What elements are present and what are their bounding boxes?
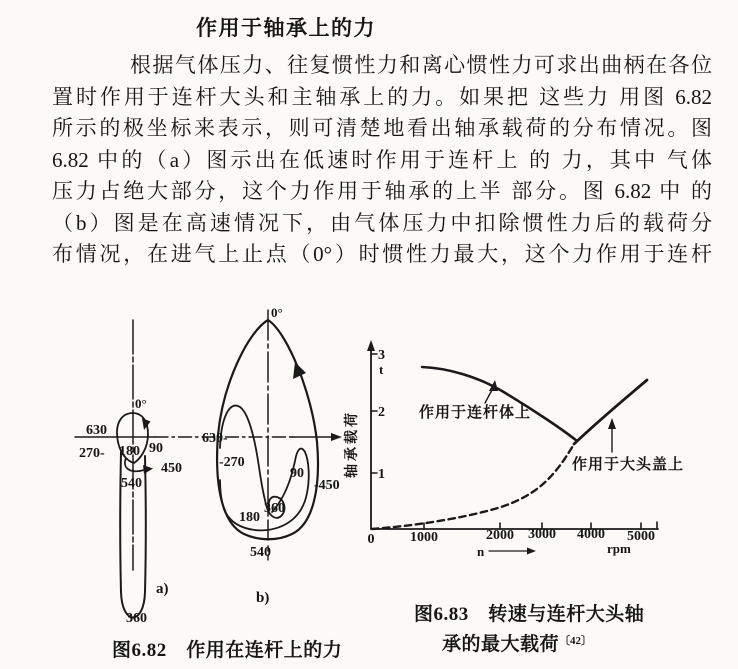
angle-label-450-b: -450 [314, 478, 340, 493]
section-heading: 作用于轴承上的力 [196, 16, 376, 40]
angle-label-90-a: 90 [149, 441, 163, 456]
series-cap-curve-dashed [372, 444, 574, 529]
x-tick-2000: 2000 [486, 528, 514, 543]
x-tick-5000: 5000 [627, 529, 655, 544]
y-tick-2: 2 [378, 405, 385, 420]
x-tick-3000: 3000 [528, 527, 556, 542]
cap-arrowhead-icon [608, 418, 616, 429]
paragraph-line: 压力占绝大部分，这个力作用于轴承的上半 部分。图 6.82 中 的 [52, 179, 712, 203]
angle-label-360-b: 360 [264, 501, 285, 516]
angle-label-630-b: 630- [202, 431, 228, 446]
x-tick-4000: 4000 [577, 527, 605, 542]
angle-label-180-a: 180 [119, 444, 140, 459]
angle-label-270-b: -270 [219, 455, 245, 470]
subfigure-label-b: b) [256, 590, 270, 606]
x-arrow-label: n [477, 544, 485, 559]
x-tick-1000: 1000 [410, 530, 438, 545]
chart-axes [367, 340, 658, 529]
paragraph-line: 6.82 中的（a）图示出在低速时作用于连杆上 的 力，其中 气体 [52, 147, 712, 172]
angle-label-540-a: 540 [121, 476, 142, 491]
figure-682-polar-diagrams [60, 300, 350, 635]
direction-arrow-a-icon [142, 418, 151, 430]
y-tick-1: 1 [378, 467, 385, 482]
paragraph-line: 根据气体压力、往复惯性力和离心惯性力可求出曲柄在各位 [130, 53, 712, 77]
figure-683-caption-line2 [442, 629, 592, 656]
figure-683-caption-text: 承的最大载荷 [442, 634, 560, 655]
x-unit-label: rpm [607, 541, 631, 556]
figure-683-reference-mark: 〔42〕 [559, 635, 593, 647]
angle-label-360-a: 360 [126, 611, 147, 626]
paragraph-line: 布情况，在进气上止点（0°）时惯性力最大，这个力作用于连杆 [52, 242, 712, 266]
series-rod-body-curve [422, 367, 577, 441]
polar-diagram-a [117, 320, 153, 618]
series-cap-curve-solid [574, 380, 647, 444]
figure-682-caption: 图6.82 作用在连杆上的力 [112, 640, 343, 661]
series-rod-body-label: 作用于连杆体上 [419, 405, 532, 421]
paragraph-line: 所示的极坐标来表示，则可清楚地看出轴承载荷的分布情况。图 [52, 116, 712, 140]
y-unit-label: t [379, 362, 384, 377]
series-cap-label: 作用于大头盖上 [572, 457, 685, 473]
figure-683-caption-line1: 图6.83 转速与连杆大头轴 [414, 604, 645, 625]
angle-label-450-a: 450 [161, 461, 182, 476]
paragraph-line: （b）图是在高速情况下，由气体压力中扣除惯性力后的载荷分 [52, 210, 712, 235]
y-axis-label: 轴承载荷 [345, 410, 360, 478]
direction-arrow-b-icon [293, 362, 306, 379]
angle-label-90-b: 90 [290, 466, 304, 481]
paragraph-line: 置时作用于连杆大头和主轴承上的力。如果把 这些力 用图 6.82 [52, 84, 712, 109]
angle-label-630-a: 630 [86, 423, 107, 438]
angle-label-0-a: 0° [135, 396, 147, 411]
x-tick-0: 0 [367, 532, 375, 547]
body-paragraph [52, 50, 712, 271]
y-axis-arrowhead-icon [367, 340, 375, 351]
angle-label-540-b: 540 [250, 545, 271, 560]
figure-683-line-chart [340, 330, 685, 565]
angle-label-0-b: 0° [271, 305, 283, 320]
y-tick-3: 3 [378, 348, 385, 363]
angle-label-180-b: 180 [239, 510, 260, 525]
angle-label-270-a: 270- [79, 446, 105, 461]
subfigure-label-a: a) [156, 581, 169, 597]
n-arrowhead-icon [527, 548, 536, 555]
